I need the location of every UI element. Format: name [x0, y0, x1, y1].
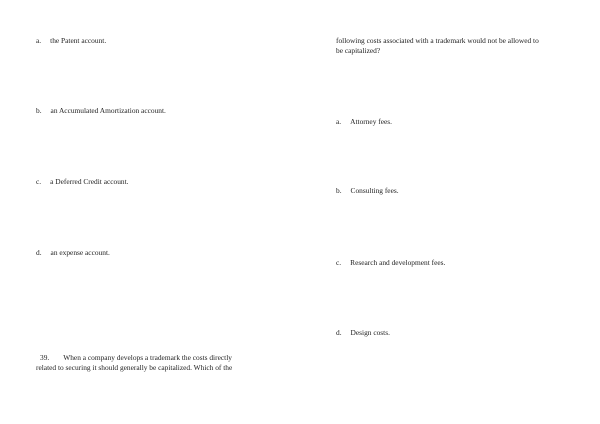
option-letter: d. — [336, 328, 342, 337]
option-letter: c. — [336, 258, 342, 267]
question-continuation-line-2 — [336, 46, 380, 56]
option-letter: c. — [36, 177, 42, 186]
right-option-a — [336, 117, 392, 127]
option-text: a Deferred Credit account. — [50, 177, 129, 186]
left-option-a — [36, 36, 106, 46]
option-letter: a. — [336, 117, 342, 126]
question-text: following costs associated with a trademark would not be allowed to — [336, 36, 539, 45]
question-39-line-1 — [40, 353, 232, 363]
question-text: related to securing it should generally be capitalized. Which of the — [36, 363, 233, 372]
right-option-b — [336, 186, 399, 196]
option-text: the Patent account. — [50, 36, 107, 45]
option-letter: b. — [36, 106, 42, 115]
right-option-c — [336, 258, 445, 268]
question-continuation-line-1 — [336, 36, 539, 46]
question-39-line-2 — [36, 363, 232, 373]
left-option-b — [36, 106, 166, 116]
left-option-d — [36, 248, 110, 258]
question-text: be capitalized? — [336, 46, 381, 55]
option-text: Research and development fees. — [350, 258, 446, 267]
option-letter: a. — [36, 36, 42, 45]
option-letter: d. — [36, 248, 42, 257]
option-letter: b. — [336, 186, 342, 195]
option-text: Design costs. — [350, 328, 390, 337]
option-text: an Accumulated Amortization account. — [50, 106, 166, 115]
option-text: an expense account. — [50, 248, 110, 257]
option-text: Consulting fees. — [350, 186, 399, 195]
option-text: Attorney fees. — [350, 117, 393, 126]
left-option-c — [36, 177, 129, 187]
question-text: When a company develops a trademark the costs directly — [63, 353, 232, 362]
right-option-d — [336, 328, 390, 338]
question-number: 39. — [40, 353, 50, 362]
